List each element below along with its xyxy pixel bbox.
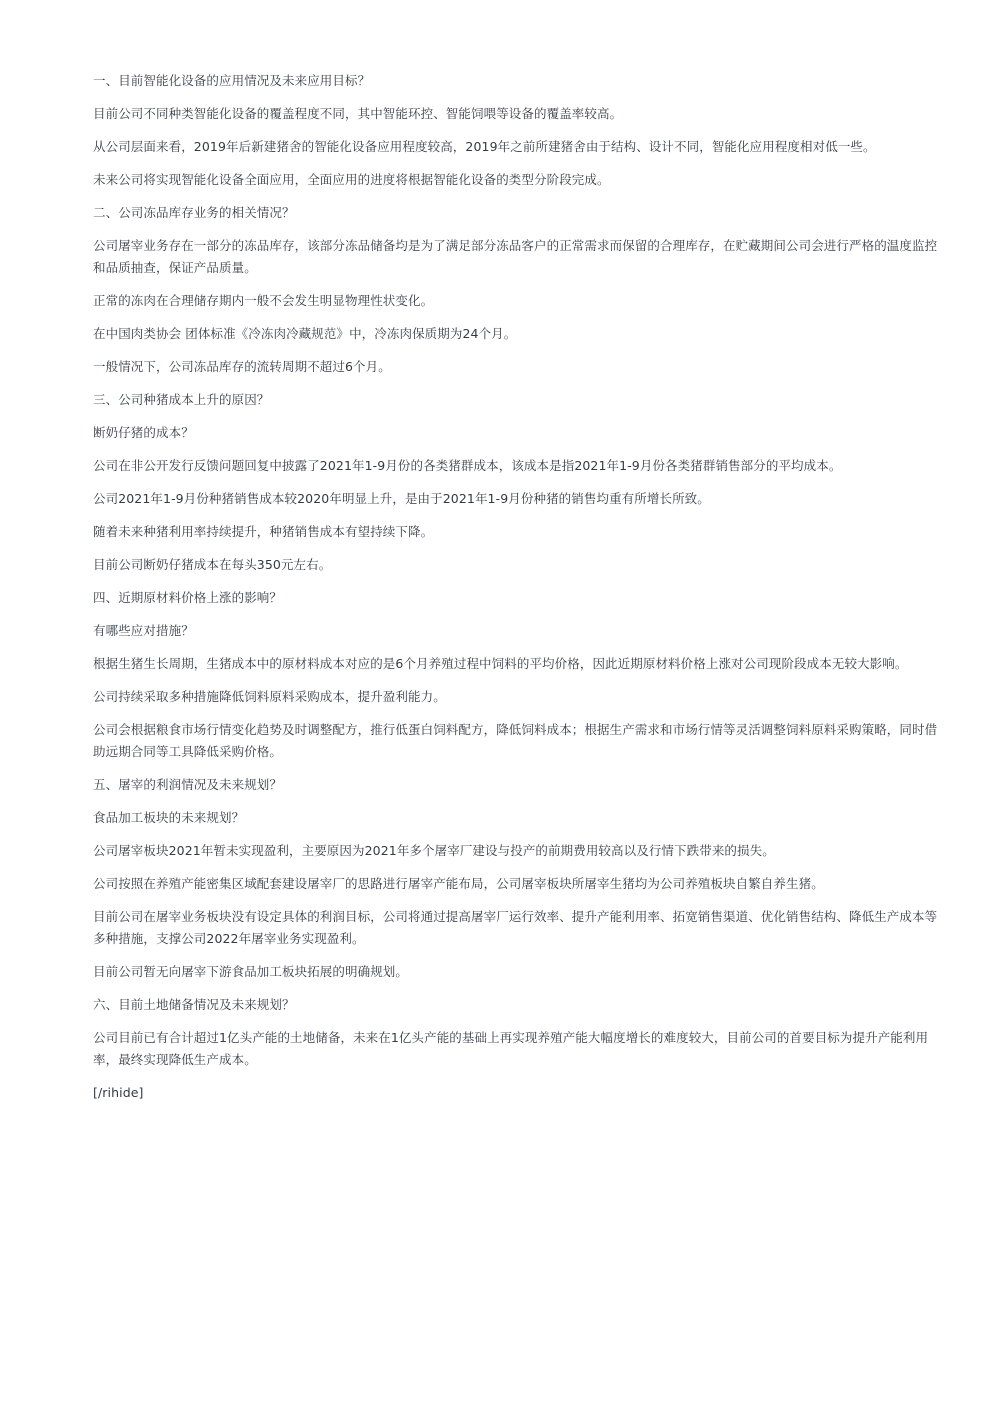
paragraph: 正常的冻肉在合理储存期内一般不会发生明显物理性状变化。 [93,293,434,308]
heading-q5: 五、屠宰的利润情况及未来规划？ [93,777,283,792]
heading-q4: 四、近期原材料价格上涨的影响？ [93,590,283,605]
subheading: 断奶仔猪的成本？ [93,425,194,440]
paragraph: 在中国肉类协会 团体标准《冷冻肉冷藏规范》中，冷冻肉保质期为24个月。 [93,326,517,341]
heading-q2: 二、公司冻品库存业务的相关情况？ [93,205,295,220]
paragraph: 公司屠宰板块2021年暂未实现盈利，主要原因为2021年多个屠宰厂建设与投产的前期费用较高以及行情下跌带来的损失。 [93,843,775,858]
subheading: 有哪些应对措施？ [93,623,194,638]
paragraph: 从公司层面来看，2019年后新建猪舍的智能化设备应用程度较高，2019年之前所建猪舍由于结构、设计不同，智能化应用程度相对低一些。 [93,139,876,154]
paragraph: 目前公司在屠宰业务板块没有设定具体的利润目标，公司将通过提高屠宰厂运行效率、提升产能利用率、拓宽销售渠道、优化销售结构、降低生产成本等多种措施，支撑公司2022年屠宰业务实现盈利。 [93,909,938,946]
paragraph: 目前公司不同种类智能化设备的覆盖程度不同，其中智能环控、智能饲喂等设备的覆盖率较高。 [93,106,623,121]
paragraph: 目前公司暂无向屠宰下游食品加工板块拓展的明确规划。 [93,964,409,979]
paragraph: 根据生猪生长周期，生猪成本中的原材料成本对应的是6个月养殖过程中饲料的平均价格，因此近期原材料价格上涨对公司现阶段成本无较大影响。 [93,656,908,671]
paragraph: 随着未来种猪利用率持续提升，种猪销售成本有望持续下降。 [93,524,434,539]
paragraph: 公司屠宰业务存在一部分的冻品库存，该部分冻品储备均是为了满足部分冻品客户的正常需求而保留的合理库存，在贮藏期间公司会进行严格的温度监控和品质抽查，保证产品质量。 [93,238,938,275]
heading-q1: 一、目前智能化设备的应用情况及未来应用目标？ [93,73,371,88]
document-body [93,70,945,1115]
paragraph: 目前公司断奶仔猪成本在每头350元左右。 [93,557,332,572]
paragraph: 公司按照在养殖产能密集区域配套建设屠宰厂的思路进行屠宰产能布局，公司屠宰板块所屠宰生猪均为公司养殖板块自繁自养生猪。 [93,876,824,891]
paragraph: 一般情况下，公司冻品库存的流转周期不超过6个月。 [93,359,391,374]
paragraph: 公司2021年1-9月份种猪销售成本较2020年明显上升，是由于2021年1-9月份种猪的销售均重有所增长所致。 [93,491,710,506]
hide-tag: [/rihide] [93,1085,144,1100]
paragraph: 公司会根据粮食市场行情变化趋势及时调整配方，推行低蛋白饲料配方，降低饲料成本；根据生产需求和市场行情等灵活调整饲料原料采购策略，同时借助远期合同等工具降低采购价格。 [93,722,938,759]
paragraph: 公司目前已有合计超过1亿头产能的土地储备，未来在1亿头产能的基础上再实现养殖产能大幅度增长的难度较大，目前公司的首要目标为提升产能利用率，最终实现降低生产成本。 [93,1030,929,1067]
subheading: 食品加工板块的未来规划？ [93,810,245,825]
heading-q6: 六、目前土地储备情况及未来规划？ [93,997,295,1012]
paragraph: 未来公司将实现智能化设备全面应用，全面应用的进度将根据智能化设备的类型分阶段完成。 [93,172,610,187]
paragraph: 公司持续采取多种措施降低饲料原料采购成本，提升盈利能力。 [93,689,446,704]
heading-q3: 三、公司种猪成本上升的原因？ [93,392,270,407]
paragraph: 公司在非公开发行反馈问题回复中披露了2021年1-9月份的各类猪群成本，该成本是指2021年1-9月份各类猪群销售部分的平均成本。 [93,458,842,473]
